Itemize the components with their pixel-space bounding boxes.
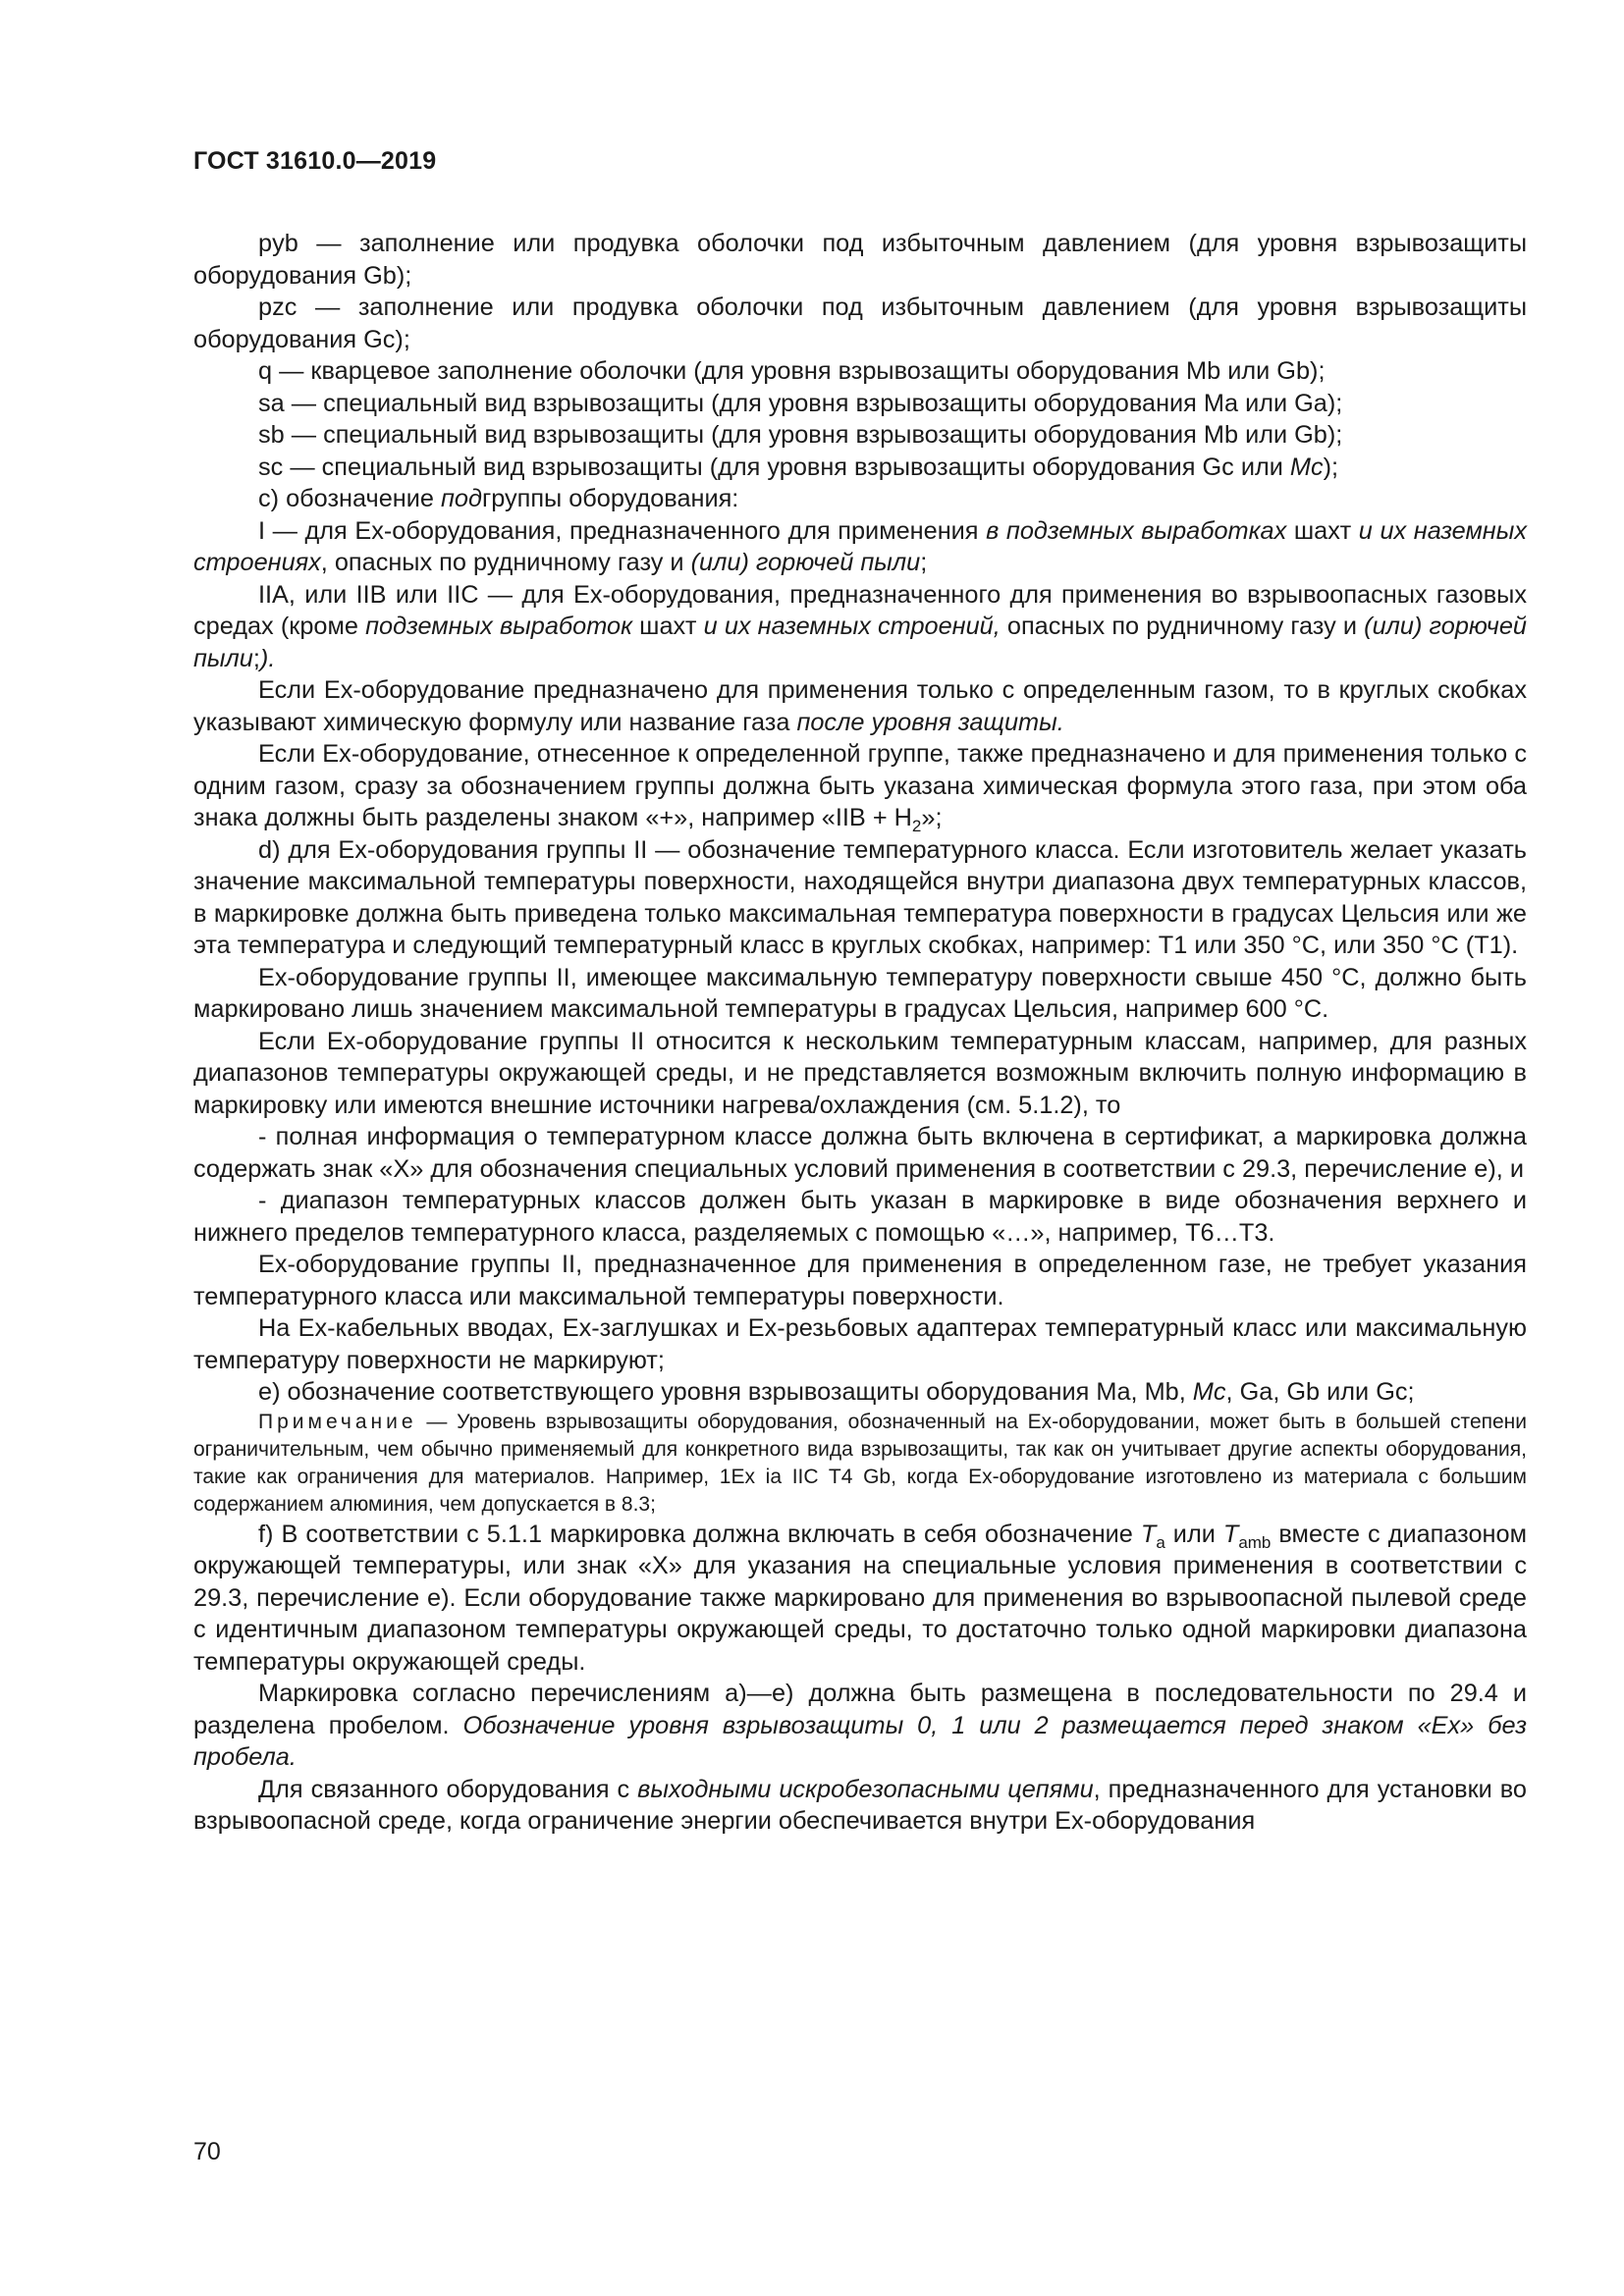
paragraph: - полная информация о температурном классе должна быть включена в сертификат, а маркировка должна содержать знак «X» для обозначения специальных условий применения в соответствии с 29.3, перечисление е), и — [193, 1123, 1527, 1183]
paragraph: На Ex-кабельных вводах, Ex-заглушках и Ex-резьбовых адаптерах температурный класс или максимальную температуру поверхности не маркируют; — [193, 1314, 1527, 1374]
paragraph: IIA, или IIB или IIC — для Ex-оборудования, предназначенного для применения во взрывоопасных газовых средах (кроме подземных выработок шахт и их наземных строений, опасных по рудничному газу и (или) горючей пыли;). — [193, 580, 1528, 672]
note — [193, 1409, 1527, 1519]
paragraph: pzc — заполнение или продувка оболочки под избыточным давлением (для уровня взрывозащиты оборудования Gc); — [193, 294, 1527, 353]
paragraph: sc — специальный вид взрывозащиты (для уровня взрывозащиты оборудования Gc или Mc); — [258, 453, 1339, 481]
paragraph: d) для Ex-оборудования группы II — обозначение температурного класса. Если изготовитель желает указать значение максимальной температуры поверхности, находящейся внутри диапазона двух температурных классов, в маркировке должна быть приведена только максимальная температура поверхности в градусах Цельсия или же эта температура и следующий температурный класс в круглых скобках, например: T1 или 350 °C, или 350 °C (T1). — [193, 835, 1527, 959]
paragraph: I — для Ex-оборудования, предназначенного для применения в подземных выработках шахт и их наземных строениях, опасных по рудничному газу и (или) горючей пыли; — [193, 516, 1527, 576]
paragraph: Если Ex-оборудование предназначено для применения только с определенным газом, то в круглых скобках указывают химическую формулу или название газа после уровня защиты. — [193, 676, 1527, 736]
paragraph: Для связанного оборудования с выходными искробезопасными цепями, предназначенного для установки во взрывоопасной среде, когда ограничение энергии обеспечивается внутри Ex-оборудования — [193, 1775, 1528, 1835]
paragraph: sa — специальный вид взрывозащиты (для уровня взрывозащиты оборудования Ma или Ga); — [258, 389, 1343, 417]
paragraph: c) обозначение подгруппы оборудования: — [258, 485, 739, 512]
paragraph: Если Ex-оборудование группы II относится к нескольким температурным классам, например, для разных диапазонов температуры окружающей среды, и не представляется возможным включить полную информацию в маркировку или имеются внешние источники нагрева/охлаждения (см. 5.1.2), то — [193, 1027, 1527, 1119]
note-text: — Уровень взрывозащиты оборудования, обозначенный на Ex-оборудовании, может быть в большей степени ограничительным, чем обычно применяемый для конкретного вида взрывозащиты, так как он учитывает другие аспекты оборудования, такие как ограничения для материалов. Например, 1Ex ia IIC T4 Gb, когда Ex-оборудование изготовлено из материала с большим содержанием алюминия, чем допускается в 8.3; — [193, 1410, 1527, 1516]
note-label: Примечание — [258, 1410, 417, 1433]
paragraph: - диапазон температурных классов должен быть указан в маркировке в виде обозначения верхнего и нижнего пределов температурного класса, разделяемых с помощью «…», например, T6…T3. — [193, 1187, 1527, 1247]
paragraph: Ex-оборудование группы II, предназначенное для применения в определенном газе, не требует указания температурного класса или максимальной температуры поверхности. — [193, 1251, 1527, 1310]
paragraph: e) обозначение соответствующего уровня взрывозащиты оборудования Ma, Mb, Mc, Ga, Gb или Gc; — [258, 1378, 1415, 1406]
paragraph: Ex-оборудование группы II, имеющее максимальную температуру поверхности свыше 450 °C, должно быть маркировано лишь значением максимальной температуры в градусах Цельсия, например 600 °C. — [193, 963, 1527, 1023]
paragraph: Маркировка согласно перечислениям а)—е) должна быть размещена в последовательности по 29.4 и разделена пробелом. Обозначение уровня взрывозащиты 0, 1 или 2 размещается перед знаком «Ex» без пробела. — [193, 1680, 1527, 1771]
page-number: 70 — [193, 2138, 221, 2165]
paragraph: q — кварцевое заполнение оболочки (для уровня взрывозащиты оборудования Mb или Gb); — [258, 357, 1326, 385]
paragraph: Если Ex-оборудование, отнесенное к определенной группе, также предназначено и для применения только с одним газом, сразу за обозначением группы должна быть указана химическая формула этого газа, при этом оба знака должны быть разделены знаком «+», например «IIB + $H_2$»; — [193, 740, 1527, 836]
paragraph: f) В соответствии с 5.1.1 маркировка должна включать в себя обозначение $T_a$ или $T_{amb}$ вместе с диапазоном окружающей температуры, или знак «X» для указания на специальные условия применения в соответствии с 29.3, перечисление е). Если оборудование также маркировано для применения во взрывоопасной пылевой среде с идентичным диапазоном температуры окружающей среды, то достаточно только одной маркировки диапазона температуры окружающей среды. — [193, 1520, 1527, 1676]
paragraph: sb — специальный вид взрывозащиты (для уровня взрывозащиты оборудования Mb или Gb); — [258, 421, 1343, 449]
paragraph: pyb — заполнение или продувка оболочки под избыточным давлением (для уровня взрывозащиты оборудования Gb); — [193, 230, 1527, 290]
document-header: ГОСТ 31610.0—2019 — [193, 147, 437, 175]
document-body — [193, 228, 1527, 1838]
